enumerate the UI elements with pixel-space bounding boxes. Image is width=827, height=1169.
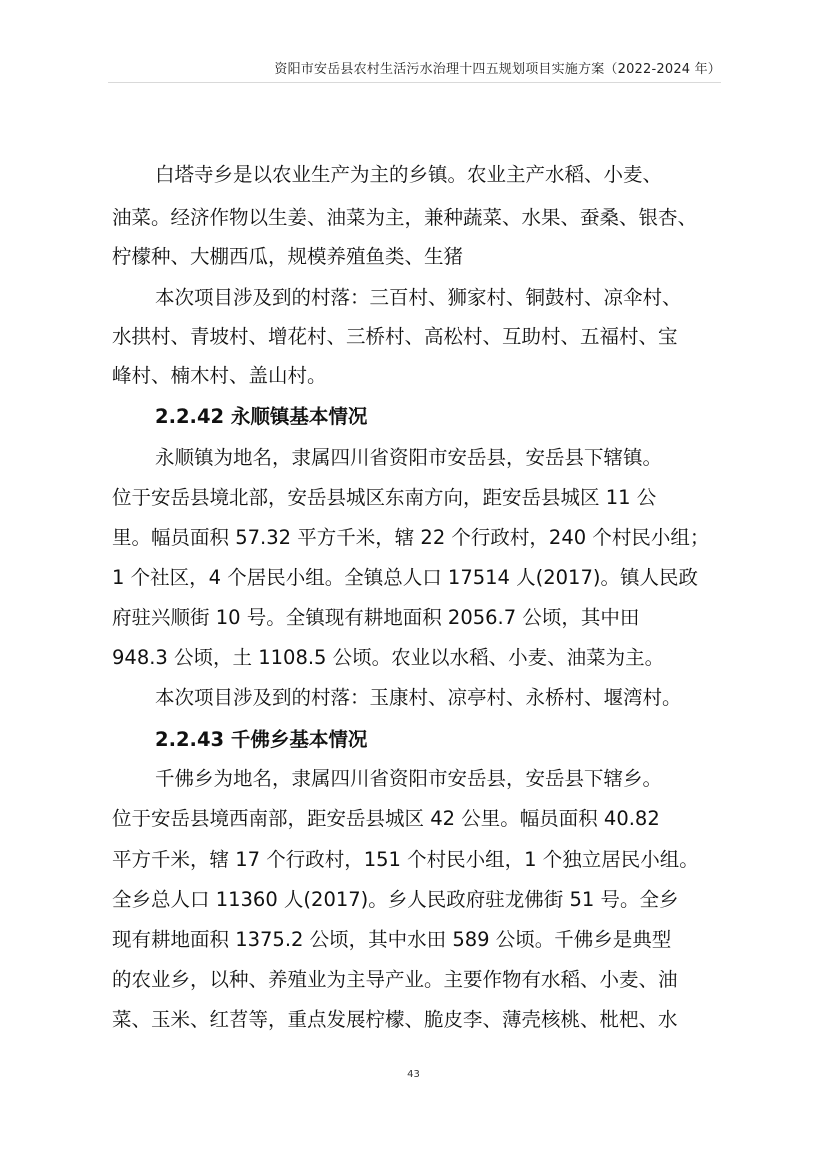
paragraph-line: 本次项目涉及到的村落：三百村、狮家村、铜鼓村、凉伞村、 [155, 286, 682, 309]
paragraph-line: 千佛乡为地名，隶属四川省资阳市安岳县，安岳县下辖乡。 [155, 767, 663, 790]
paragraph-line: 白塔寺乡是以农业生产为主的乡镇。农业主产水稻、小麦、 [155, 163, 663, 186]
paragraph-line: 油菜。经济作物以生姜、油菜为主，兼种蔬菜、水果、蚕桑、银杏、 [112, 206, 698, 229]
paragraph-line: 府驻兴顺街 10 号。全镇现有耕地面积 2056.7 公顷，其中田 [112, 606, 640, 629]
paragraph-line: 的农业乡，以种、养殖业为主导产业。主要作物有水稻、小麦、油 [112, 968, 678, 991]
paragraph-line: 柠檬种、大棚西瓜，规模养殖鱼类、生猪 [112, 245, 464, 268]
paragraph-line: 现有耕地面积 1375.2 公顷，其中水田 589 公顷。千佛乡是典型 [112, 928, 672, 951]
paragraph-line: 峰村、楠木村、盖山村。 [112, 364, 327, 387]
paragraph-line: 全乡总人口 11360 人(2017)。乡人民政府驻龙佛街 51 号。全乡 [112, 888, 679, 911]
paragraph-line: 平方千米，辖 17 个行政村，151 个村民小组，1 个独立居民小组。 [112, 848, 699, 871]
paragraph-line: 位于安岳县境西南部，距安岳县城区 42 公里。幅员面积 40.82 [112, 807, 660, 830]
running-header: 资阳市安岳县农村生活污水治理十四五规划项目实施方案（2022-2024 年） [274, 62, 721, 77]
paragraph-line: 位于安岳县境北部，安岳县城区东南方向，距安岳县城区 11 公 [112, 486, 657, 509]
paragraph-line: 里。幅员面积 57.32 平方千米，辖 22 个行政村，240 个村民小组； [112, 526, 710, 549]
paragraph-line: 菜、玉米、红苕等，重点发展柠檬、脆皮李、薄壳核桃、枇杷、水 [112, 1008, 678, 1031]
header-divider [108, 82, 721, 83]
section-heading: 2.2.42 永顺镇基本情况 [155, 405, 368, 428]
section-heading: 2.2.43 千佛乡基本情况 [155, 728, 368, 751]
paragraph-line: 永顺镇为地名，隶属四川省资阳市安岳县，安岳县下辖镇。 [155, 446, 663, 469]
page-number: 43 [407, 1069, 420, 1080]
paragraph-line: 本次项目涉及到的村落：玉康村、凉亭村、永桥村、堰湾村。 [155, 686, 682, 709]
paragraph-line: 水拱村、青坡村、增花村、三桥村、高松村、互助村、五福村、宝 [112, 325, 678, 348]
paragraph-line: 948.3 公顷，土 1108.5 公顷。农业以水稻、小麦、油菜为主。 [112, 646, 665, 669]
paragraph-line: 1 个社区，4 个居民小组。全镇总人口 17514 人(2017)。镇人民政 [112, 566, 698, 589]
